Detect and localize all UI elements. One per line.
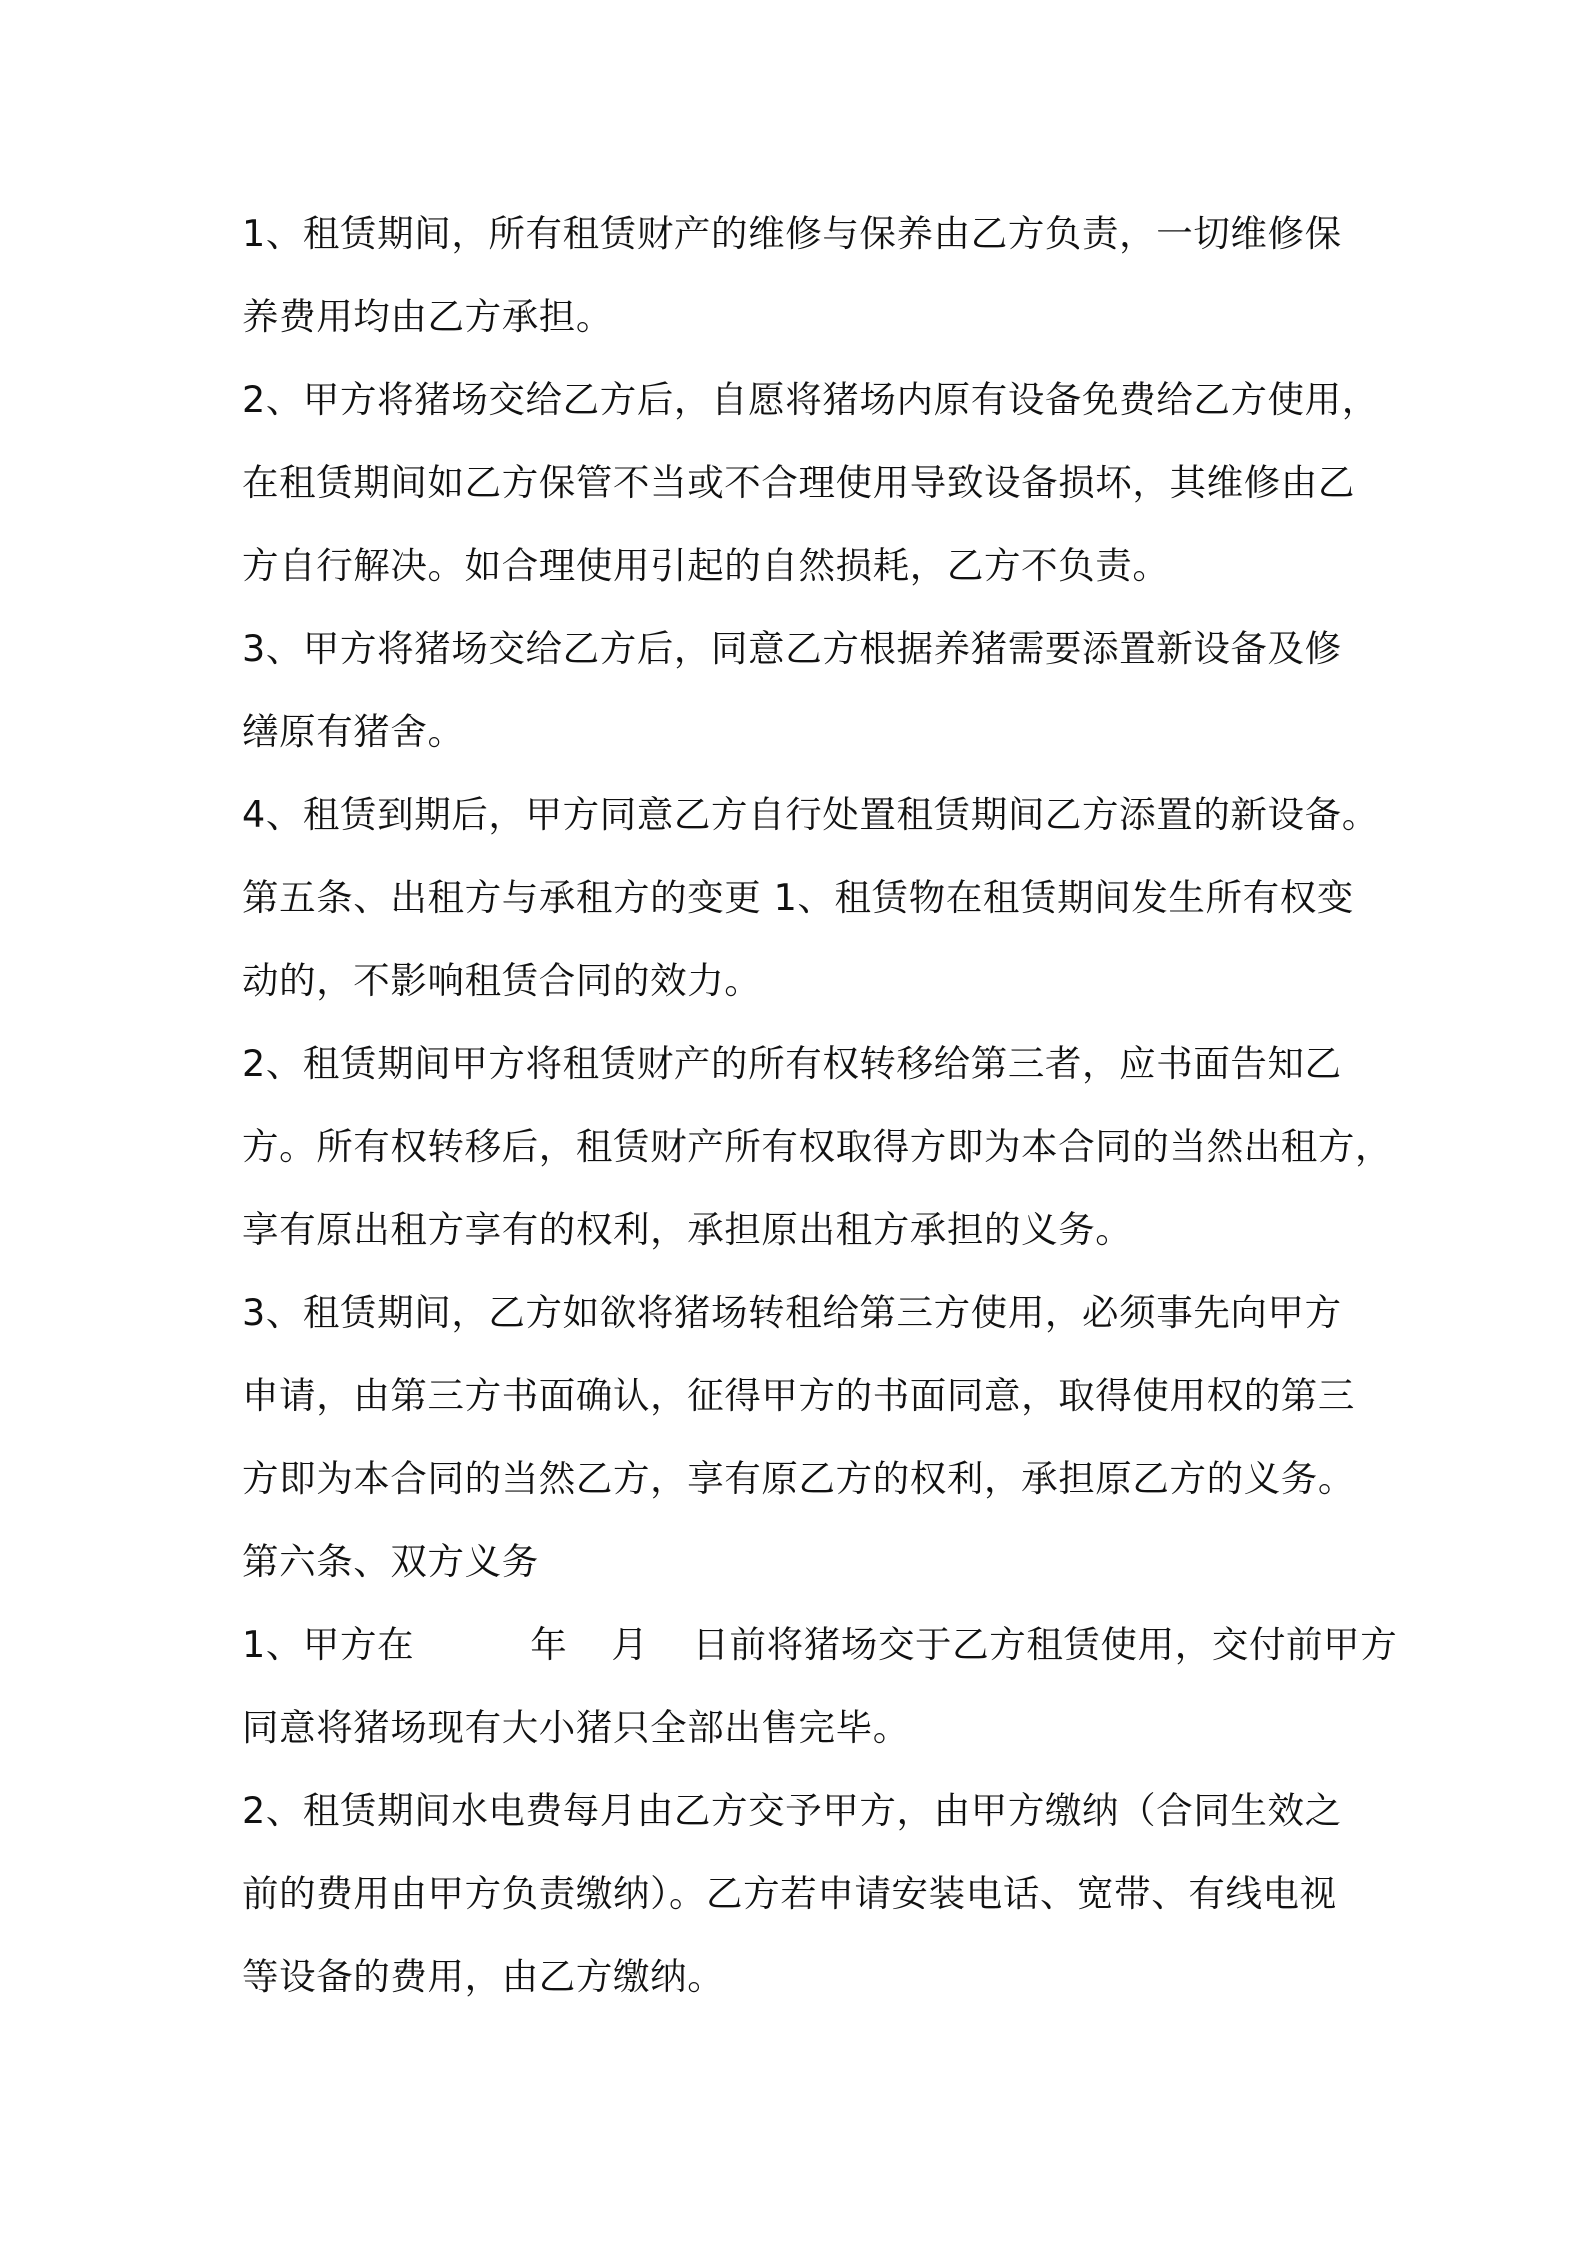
year-label: 年	[530, 1623, 568, 1666]
text-line	[242, 1603, 1398, 1686]
clause-equipment-use	[242, 358, 1379, 607]
text-line: 第五条、出租方与承租方的变更 1、租赁物在租赁期间发生所有权变	[242, 876, 1354, 919]
text-line: 4、租赁到期后，甲方同意乙方自行处置租赁期间乙方添置的新设备。	[242, 793, 1379, 836]
clause-new-equipment	[242, 607, 1372, 773]
text-line: 享有原出租方享有的权利，承担原出租方承担的义务。	[242, 1208, 1133, 1251]
text-line: 方自行解决。如合理使用引起的自然损耗，乙方不负责。	[242, 544, 1170, 587]
clause-utilities	[242, 1769, 1372, 2018]
article-six-heading	[242, 1520, 1372, 1603]
date-clause-prefix: 1、甲方在	[242, 1623, 415, 1666]
text-line: 同意将猪场现有大小猪只全部出售完毕。	[242, 1706, 910, 1749]
clause-sublease	[242, 1271, 1372, 1520]
text-line: 方。所有权转移后，租赁财产所有权取得方即为本合同的当然出租方，	[242, 1125, 1393, 1168]
text-line: 动的，不影响租赁合同的效力。	[242, 959, 762, 1002]
date-clause-suffix: 日前将猪场交于乙方租赁使用，交付前甲方	[692, 1623, 1398, 1666]
text-line: 在租赁期间如乙方保管不当或不合理使用导致设备损坏，其维修由乙	[242, 461, 1355, 504]
clause-handover-date	[242, 1603, 1398, 1769]
month-label: 月	[611, 1623, 649, 1666]
text-line: 养费用均由乙方承担。	[242, 295, 613, 338]
blank-month-field	[567, 1656, 611, 1657]
text-line: 2、甲方将猪场交给乙方后，自愿将猪场内原有设备免费给乙方使用，	[242, 378, 1379, 421]
clause-maintenance	[242, 192, 1372, 358]
text-line: 缮原有猪舍。	[242, 710, 465, 753]
text-line: 申请，由第三方书面确认，征得甲方的书面同意，取得使用权的第三	[242, 1374, 1355, 1417]
clause-expiry-disposal	[242, 773, 1379, 856]
document-body	[242, 192, 1398, 2018]
text-line: 2、租赁期间甲方将租赁财产的所有权转移给第三者，应书面告知乙	[242, 1042, 1342, 1085]
text-line: 1、租赁期间，所有租赁财产的维修与保养由乙方负责，一切维修保	[242, 212, 1342, 255]
text-line: 3、租赁期间，乙方如欲将猪场转租给第三方使用，必须事先向甲方	[242, 1291, 1342, 1334]
text-line: 前的费用由甲方负责缴纳）。乙方若申请安装电话、宽带、有线电视	[242, 1872, 1337, 1915]
section-heading: 第六条、双方义务	[242, 1540, 539, 1583]
text-line: 3、甲方将猪场交给乙方后，同意乙方根据养猪需要添置新设备及修	[242, 627, 1342, 670]
blank-day-field	[648, 1656, 692, 1657]
text-line: 等设备的费用，由乙方缴纳。	[242, 1955, 725, 1998]
text-line: 2、租赁期间水电费每月由乙方交予甲方，由甲方缴纳（合同生效之	[242, 1789, 1342, 1832]
text-line: 方即为本合同的当然乙方，享有原乙方的权利，承担原乙方的义务。	[242, 1457, 1355, 1500]
article-five-change-of-parties	[242, 856, 1372, 1022]
clause-ownership-transfer	[242, 1022, 1393, 1271]
blank-year-field	[414, 1656, 530, 1657]
